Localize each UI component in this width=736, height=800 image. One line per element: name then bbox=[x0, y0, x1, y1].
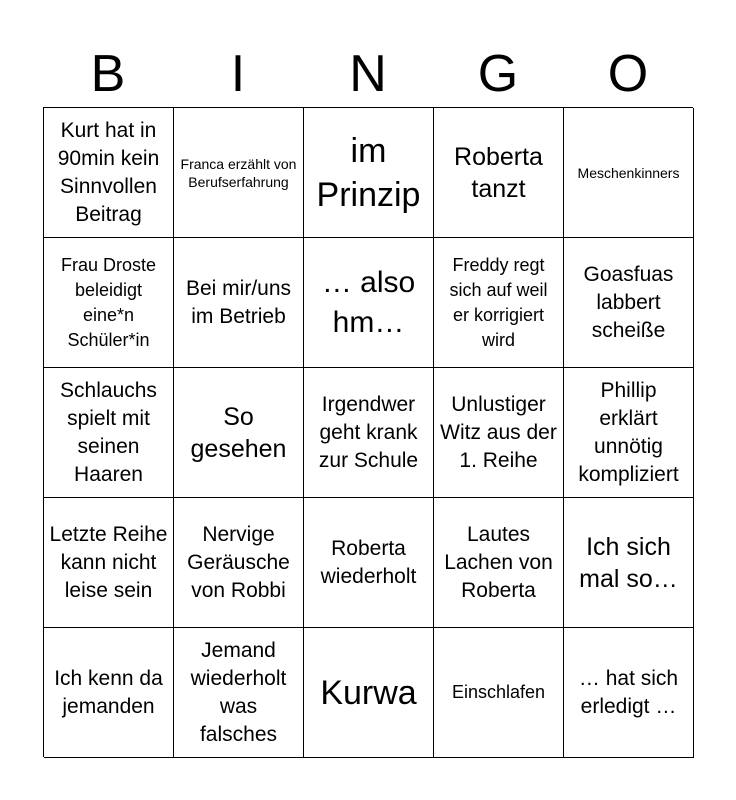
header-letter-g: G bbox=[477, 45, 519, 103]
cell-label: Franca erzählt von Berufserfahrung bbox=[180, 155, 297, 190]
cell-label: Frau Droste beleidigt eine*n Schüler*in bbox=[60, 254, 157, 350]
header-letter-o: O bbox=[607, 45, 649, 103]
bingo-cell[interactable] bbox=[564, 368, 694, 498]
cell-label: Phillip erklärt unnötig kompliziert bbox=[578, 378, 679, 486]
cell-label: Roberta wiederholt bbox=[320, 536, 417, 588]
bingo-cell[interactable] bbox=[174, 108, 304, 238]
cell-label: Goasfuas labbert scheiße bbox=[583, 262, 674, 342]
cell-label: Jemand wiederholt was falsches bbox=[190, 638, 287, 746]
cell-label: Nervige Geräusche von Robbi bbox=[187, 522, 290, 602]
header-letter-n: N bbox=[349, 45, 387, 103]
cell-label: … also hm… bbox=[321, 265, 416, 339]
bingo-cell[interactable] bbox=[304, 628, 434, 758]
header-letter-i: I bbox=[230, 45, 246, 103]
bingo-cell[interactable] bbox=[564, 108, 694, 238]
cell-label: Lautes Lachen von Roberta bbox=[444, 522, 553, 602]
bingo-cell[interactable] bbox=[174, 628, 304, 758]
cell-label: Letzte Reihe kann nicht leise sein bbox=[49, 522, 168, 602]
cell-label: Meschenkinners bbox=[577, 164, 680, 181]
bingo-cell[interactable] bbox=[434, 368, 564, 498]
cell-label: Ich kenn da jemanden bbox=[54, 666, 163, 718]
bingo-cell[interactable] bbox=[44, 368, 174, 498]
bingo-cell[interactable] bbox=[304, 498, 434, 628]
cell-label: Kurwa bbox=[320, 673, 417, 712]
bingo-cell[interactable] bbox=[174, 238, 304, 368]
bingo-cell[interactable] bbox=[434, 628, 564, 758]
bingo-cell[interactable] bbox=[564, 498, 694, 628]
cell-label: … hat sich erledigt … bbox=[578, 666, 679, 718]
bingo-cell[interactable] bbox=[44, 108, 174, 238]
cell-label: Schlauchs spielt mit seinen Haaren bbox=[60, 378, 157, 486]
header-letter-b: B bbox=[90, 45, 126, 103]
bingo-header bbox=[43, 40, 693, 108]
bingo-cell[interactable] bbox=[434, 498, 564, 628]
cell-label: Unlustiger Witz aus der 1. Reihe bbox=[440, 392, 557, 472]
bingo-cell[interactable] bbox=[44, 498, 174, 628]
cell-label: So gesehen bbox=[190, 402, 287, 463]
cell-label: Irgendwer geht krank zur Schule bbox=[318, 392, 419, 472]
bingo-cell[interactable] bbox=[434, 108, 564, 238]
cell-label: Roberta tanzt bbox=[454, 142, 543, 203]
bingo-board bbox=[43, 107, 693, 757]
cell-label: im Prinzip bbox=[316, 131, 421, 214]
bingo-cell[interactable] bbox=[44, 628, 174, 758]
bingo-cell[interactable] bbox=[564, 628, 694, 758]
bingo-cell[interactable] bbox=[304, 108, 434, 238]
bingo-cell[interactable] bbox=[564, 238, 694, 368]
cell-label: Ich sich mal so… bbox=[579, 532, 678, 593]
cell-label: Kurt hat in 90min kein Sinnvollen Beitrag bbox=[57, 118, 160, 226]
bingo-cell[interactable] bbox=[304, 368, 434, 498]
cell-label: Einschlafen bbox=[451, 682, 546, 702]
bingo-cell[interactable] bbox=[304, 238, 434, 368]
cell-label: Freddy regt sich auf weil er korrigiert wird bbox=[449, 254, 548, 350]
bingo-cell[interactable] bbox=[174, 368, 304, 498]
cell-label: Bei mir/uns im Betrieb bbox=[185, 276, 292, 328]
bingo-cell[interactable] bbox=[174, 498, 304, 628]
bingo-cell[interactable] bbox=[44, 238, 174, 368]
bingo-cell[interactable] bbox=[434, 238, 564, 368]
